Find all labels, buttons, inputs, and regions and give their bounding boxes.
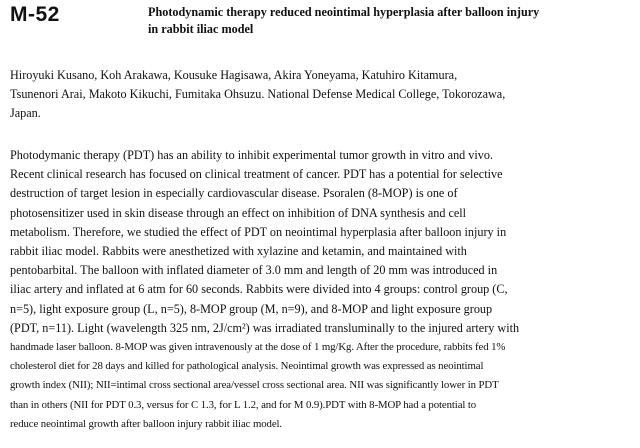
title-line: Photodynamic therapy reduced neointimal hyperplasia after balloon injury — [148, 5, 540, 19]
body-line: rabbit iliac model. Rabbits were anesthetized with xylazine and ketamin, and maintained with — [10, 244, 467, 259]
body-line: photosensitizer used in skin disease through an effect on inhibition of DNA synthesis and cell — [10, 205, 467, 220]
author-line: Japan. — [10, 106, 41, 120]
body-line: than in others (NII for PDT 0.3, versus for C 1.3, for L 1.2, and for M 0.9).PDT with 8-MOP had a potential to — [10, 398, 477, 411]
body-line: (PDT, n=11). Light (wavelength 325 nm, 2J/cm²) was irradiated transluminally to the injured artery with — [10, 320, 520, 335]
body-line: growth index (NII); NII=intimal cross sectional area/vessel cross sectional area. NII was significantly lower in PDT — [10, 379, 499, 392]
abstract-title — [148, 4, 634, 38]
title-line: in rabbit iliac model — [148, 22, 254, 36]
body-line: Photodymanic therapy (PDT) has an ability to inhibit experimental tumor growth in vitro and vivo. — [10, 148, 494, 162]
body-line: n=5), light exposure group (L, n=5), 8-MOP group (M, n=9), and 8-MOP and light exposure group — [10, 301, 493, 316]
body-line: pentobarbital. The balloon with inflated diameter of 3.0 mm and length of 20 mm was introduced in — [10, 263, 498, 278]
abstract-id: M-52 — [10, 3, 60, 26]
body-line: reduce neointimal growth after balloon injury rabbit iliac model. — [10, 417, 283, 430]
author-affiliation — [10, 66, 634, 123]
author-line: Tsunenori Arai, Makoto Kikuchi, Fumitaka Ohsuzu. National Defense Medical College, Tokorozawa, — [10, 87, 506, 101]
body-line: handmade laser balloon. 8-MOP was given intravenously at the dose of 1 mg/Kg. After the procedure, rabbits fed 1% — [10, 341, 506, 354]
body-line: cholesterol diet for 28 days and killed for pathological analysis. Neointimal growth was expressed as neointimal — [10, 360, 484, 373]
body-line: iliac artery and inflated at 6 atm for 60 seconds. Rabbits were divided into 4 groups: control group (C, — [10, 282, 508, 297]
body-line: Recent clinical research has focused on clinical treatment of cancer. PDT has a potential for selective — [10, 167, 503, 182]
body-line: metabolism. Therefore, we studied the effect of PDT on neointimal hyperplasia after balloon injury in — [10, 224, 507, 239]
abstract-body — [10, 146, 638, 434]
author-line: Hiroyuki Kusano, Koh Arakawa, Kousuke Hagisawa, Akira Yoneyama, Katuhiro Kitamura, — [10, 68, 458, 82]
body-line: destruction of target lesion in especially cardiovascular disease. Psoralen (8-MOP) is one of — [10, 186, 458, 201]
